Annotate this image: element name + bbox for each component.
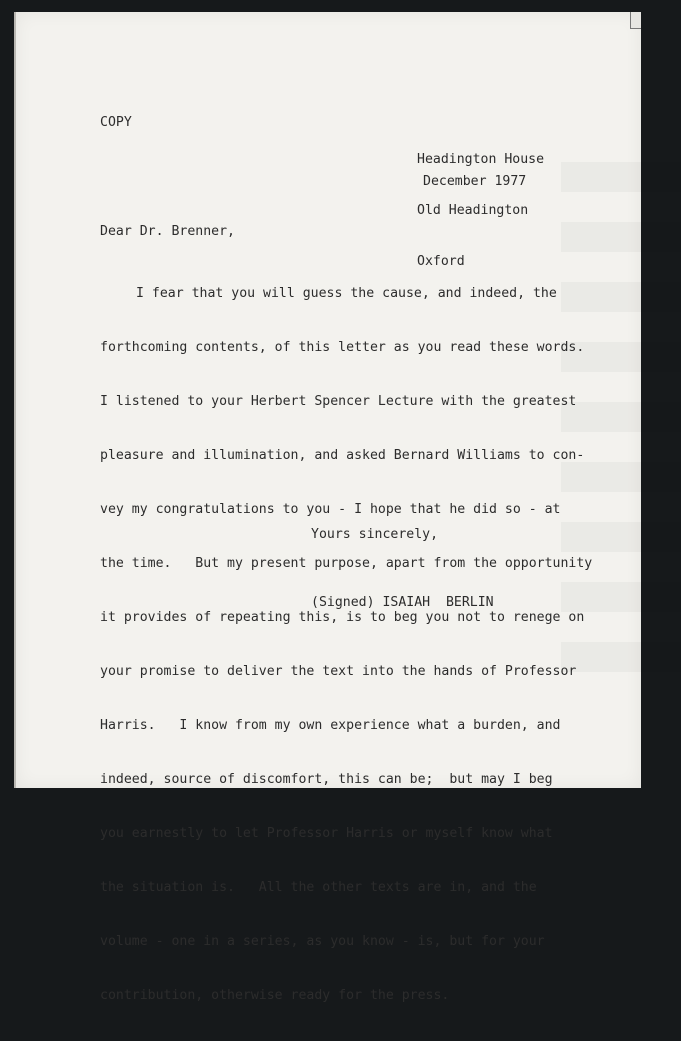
body-line: contribution, otherwise ready for the press. xyxy=(100,988,450,1003)
address-line: Oxford xyxy=(417,254,465,269)
body-line: I listened to your Herbert Spencer Lecture with the greatest xyxy=(100,394,577,409)
address-line: Old Headington xyxy=(417,203,529,218)
body-line: Harris. I know from my own experience what a burden, and xyxy=(100,718,561,733)
body-line: indeed, source of discomfort, this can be; but may I beg xyxy=(100,772,553,787)
corner-mark xyxy=(630,12,641,29)
letter-date: December 1977 xyxy=(423,174,527,189)
body-line: your promise to deliver the text into the hands of Professor xyxy=(100,664,577,679)
body-line: forthcoming contents, of this letter as you read these words. xyxy=(100,340,585,355)
closing: Yours sincerely, xyxy=(311,527,439,542)
body-line: the situation is. All the other texts are in, and the xyxy=(100,880,537,895)
body-line: pleasure and illumination, and asked Bernard Williams to con- xyxy=(100,448,585,463)
body-line: you earnestly to let Professor Harris or myself know what xyxy=(100,826,553,841)
address-line: Headington House xyxy=(417,152,545,167)
body-line: vey my congratulations to you - I hope that he did so - at xyxy=(100,502,561,517)
signature-line: (Signed) ISAIAH BERLIN xyxy=(311,595,494,610)
letter-body xyxy=(100,249,592,1041)
body-line: the time. But my present purpose, apart from the opportunity xyxy=(100,556,593,571)
body-line: volume - one in a series, as you know - is, but for your xyxy=(100,934,545,949)
letter-page xyxy=(14,12,641,1003)
salutation: Dear Dr. Brenner, xyxy=(100,224,235,239)
copy-label: COPY xyxy=(100,115,132,130)
body-line: it provides of repeating this, is to beg you not to renege on xyxy=(100,610,585,625)
body-line: I fear that you will guess the cause, and indeed, the xyxy=(136,286,557,301)
